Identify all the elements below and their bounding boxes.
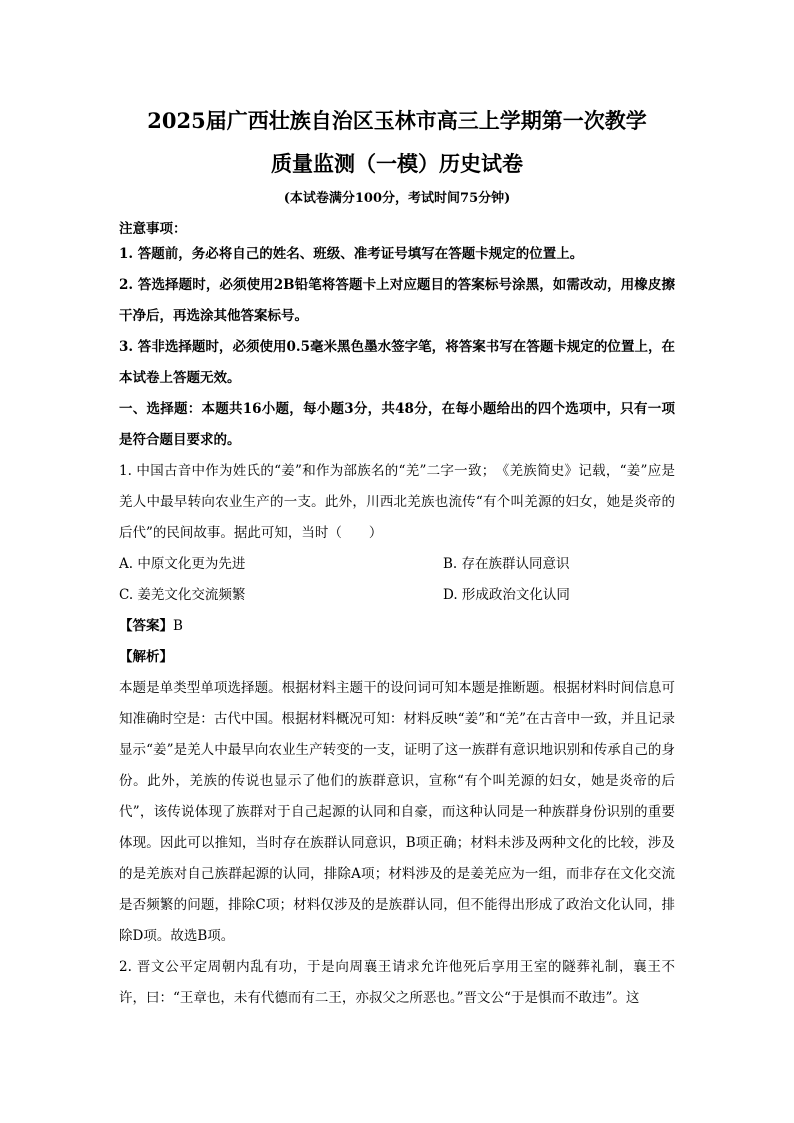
analysis-line xyxy=(119,642,675,673)
section-heading: 一、选择题：本题共16小题，每小题3分，共48分，在每小题给出的四个选项中，只有一项是符合题目要求的。 xyxy=(119,401,675,448)
answer-line xyxy=(119,611,675,642)
notice-item-1: 1. 答题前，务必将自己的姓名、班级、准考证号填写在答题卡规定的位置上。 xyxy=(119,246,584,262)
option-a: A. 中原文化更为先进 xyxy=(119,556,246,572)
question-1-options xyxy=(119,549,675,611)
option-b: B. 存在族群认同意识 xyxy=(443,556,570,572)
notice-item-2: 2. 答选择题时，必须使用2B铅笔将答题卡上对应题目的答案标号涂黑，如需改动，用橡皮擦干净后，再选涂其他答案标号。 xyxy=(119,277,675,324)
question-2 xyxy=(119,952,675,1014)
option-c: C. 姜羌文化交流频繁 xyxy=(119,587,246,603)
document-page xyxy=(119,100,675,1014)
option-d: D. 形成政治文化认同 xyxy=(443,587,570,603)
page-title-line-2: 质量监测（一模）历史试卷 xyxy=(271,151,523,176)
question-1-stem: 1. 中国古音中作为姓氏的“姜”和作为部族名的“羌”二字一致； 《羌族简史》记载，“姜”应是羌人中最早转向农业生产的一支。此外，川西北羌族也流传“有个叫羌源的妇女，她是炎帝的后代”的民间故事。据此可知，当时（ ） xyxy=(119,463,675,541)
notice-list xyxy=(119,239,675,394)
notice-item-3: 3. 答非选择题时，必须使用0.5毫米黑色墨水签字笔，将答案书写在答题卡规定的位置上，在本试卷上答题无效。 xyxy=(119,339,675,386)
exam-info-subtitle: (本试卷满分100分，考试时间75分钟) xyxy=(283,191,511,206)
page-title-line-1: 2025届广西壮族自治区玉林市高三上学期第一次教学 xyxy=(147,108,647,133)
answer-value: B xyxy=(173,618,183,634)
question-2-stem: 2. 晋文公平定周朝内乱有功，于是向周襄王请求允许他死后享用王室的隧葬礼制，襄王不许，曰：“王章也，未有代德而有二王，亦叔父之所恶也。”晋文公“于是惧而不敢违”。这 xyxy=(119,959,675,1006)
notice-heading: 注意事项： xyxy=(119,221,187,237)
question-1 xyxy=(119,456,675,952)
analysis-text: 本题是单类型单项选择题。根据材料主题干的设问词可知本题是推断题。根据材料时间信息可知准确时空是：古代中国。根据材料概况可知：材料反映“姜”和“羌”在古音中一致，并且记录显示“姜”是羌人中最早向农业生产转变的一支，证明了这一族群有意识地识别和传承自己的身份。此外，羌族的传说也显示了他们的族群意识，宣称“有个叫羌源的妇女，她是炎帝的后代”，该传说体现了族群对于自己起源的认同和自豪，而这种认同是一种族群身份识别的重要体现。因此可以推知，当时存在族群认同意识，B项正确；材料未涉及两种文化的比较，涉及的是羌族对自己族群起源的认同，排除A项；材料涉及的是姜羌应为一组，而非存在文化交流是否频繁的问题，排除C项；材料仅涉及的是族群认同，但不能得出形成了政治文化认同，排除D项。故选B项。 xyxy=(119,680,675,944)
analysis-label: 【解析】 xyxy=(119,649,173,665)
answer-label: 【答案】 xyxy=(119,618,173,634)
